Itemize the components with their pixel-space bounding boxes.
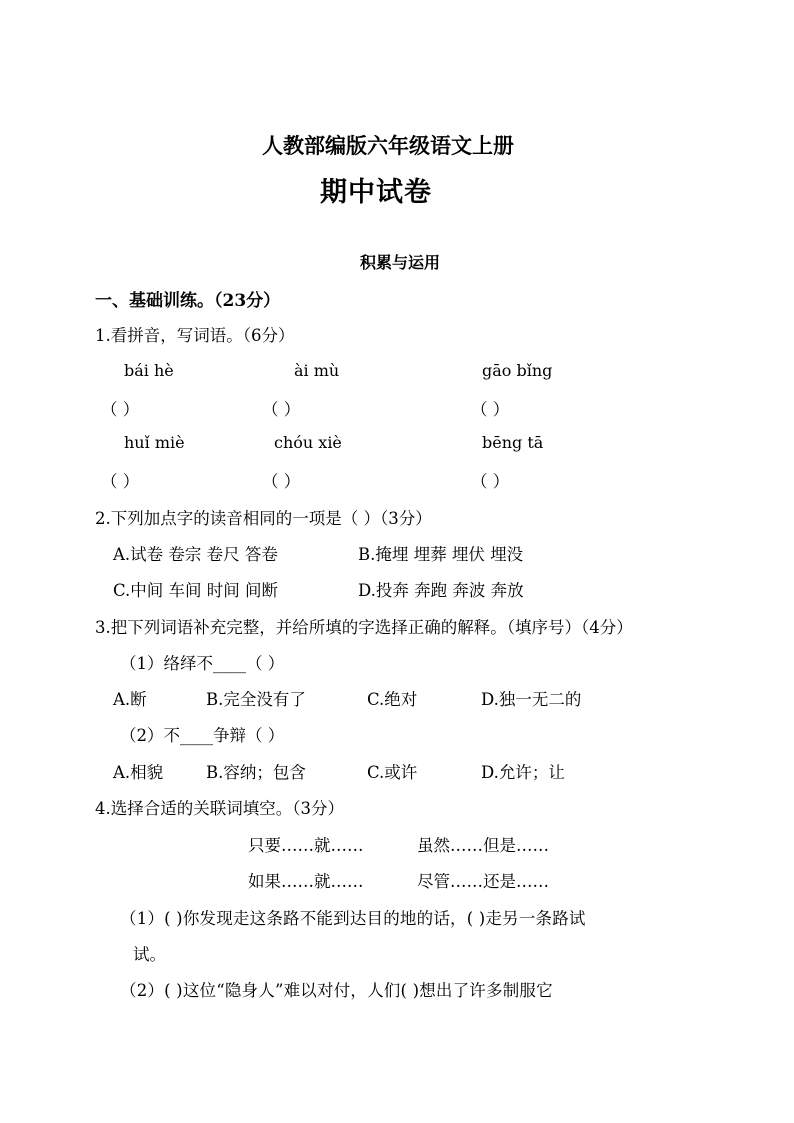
answer-blank-5[interactable]: （ ）	[262, 472, 301, 491]
answer-blank-3[interactable]: （ ）	[471, 400, 510, 419]
exam-title: 人教部编版六年级语文上册	[262, 133, 514, 158]
q3-sub1-option-d[interactable]: D.独一无二的	[481, 690, 582, 709]
conjunction-3: 如果……就……	[248, 872, 364, 891]
q3-sub2-option-b[interactable]: B.容纳；包含	[206, 763, 306, 782]
pinyin-6: bēng tā	[482, 433, 544, 452]
q2-option-d[interactable]: D.投奔 奔跑 奔波 奔放	[358, 581, 524, 600]
question-2-prompt: 2.下列加点字的读音相同的一项是（ ）（3分）	[95, 509, 432, 528]
pinyin-5: chóu xiè	[274, 433, 342, 452]
answer-blank-4[interactable]: （ ）	[101, 472, 140, 491]
question-3-prompt: 3.把下列词语补充完整，并给所填的字选择正确的解释。（填序号）（4分）	[95, 618, 633, 637]
answer-blank-1[interactable]: （ ）	[101, 400, 140, 419]
q3-sub1-option-a[interactable]: A.断	[113, 690, 147, 709]
q3-sub1-option-c[interactable]: C.绝对	[367, 690, 418, 709]
q3-sub1-option-b[interactable]: B.完全没有了	[206, 690, 306, 709]
q4-item-1: （1）( )你发现走这条路不能到达目的地的话，( )走另一条路试	[120, 909, 586, 928]
conjunction-4: 尽管……还是……	[417, 872, 549, 891]
section-heading: 一、基础训练。（23分）	[95, 291, 281, 311]
q2-option-b[interactable]: B.掩埋 埋葬 埋伏 埋没	[358, 545, 524, 564]
question-1-prompt: 1.看拼音，写词语。（6分）	[95, 326, 295, 345]
pinyin-3: gāo bǐng	[482, 361, 553, 380]
q4-item-2: （2）( )这位“隐身人”难以对付，人们( )想出了许多制服它	[120, 981, 553, 1000]
pinyin-4: huǐ miè	[124, 433, 185, 452]
q3-sub2-option-a[interactable]: A.相貌	[113, 763, 164, 782]
q2-option-a[interactable]: A.试卷 卷宗 卷尺 答卷	[113, 545, 278, 564]
pinyin-2: ài mù	[294, 361, 340, 380]
part-title: 积累与运用	[360, 253, 441, 272]
answer-blank-2[interactable]: （ ）	[262, 400, 301, 419]
q3-sub1: （1）络绎不____（ ）	[120, 654, 285, 673]
q4-item-1-cont: 试。	[133, 945, 166, 964]
pinyin-1: bái hè	[124, 361, 174, 380]
conjunction-1: 只要……就……	[248, 836, 364, 855]
q3-sub2-option-c[interactable]: C.或许	[367, 763, 418, 782]
conjunction-2: 虽然……但是……	[417, 836, 549, 855]
answer-blank-6[interactable]: （ ）	[471, 472, 510, 491]
question-4-prompt: 4.选择合适的关联词填空。（3分）	[95, 799, 344, 818]
exam-subtitle: 期中试卷	[320, 177, 432, 208]
q2-option-c[interactable]: C.中间 车间 时间 间断	[113, 581, 279, 600]
q3-sub2: （2）不____争辩（ ）	[120, 726, 285, 745]
q3-sub2-option-d[interactable]: D.允许；让	[481, 763, 565, 782]
